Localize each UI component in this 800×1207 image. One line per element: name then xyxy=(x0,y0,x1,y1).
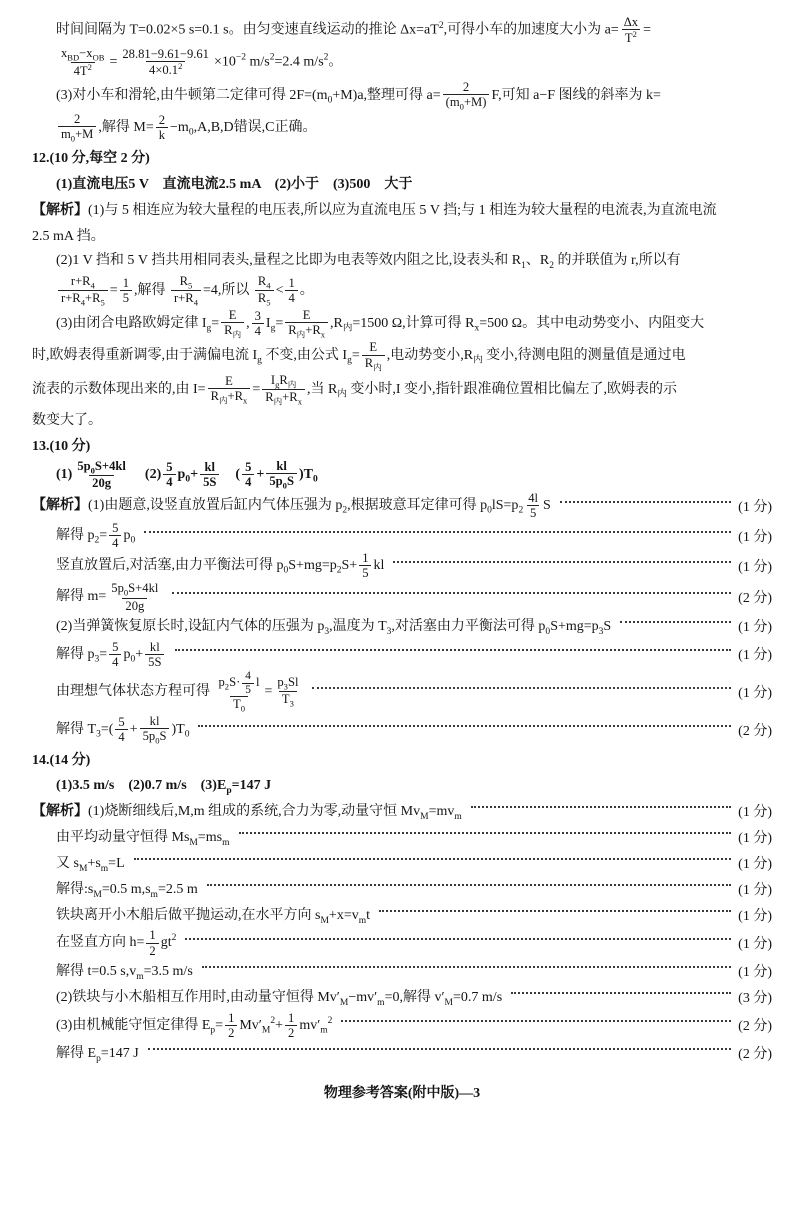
page-footer xyxy=(32,1082,772,1110)
dot-leader xyxy=(620,621,731,623)
line-text: 解得 $p_2=$ $\frac{5}{4}$ $p_0$ xyxy=(56,521,136,551)
fraction-numerator: $R_4$ xyxy=(257,274,271,291)
line-text: 流表的示数体现出来的,由 I= $\frac{E}{R_内+R_x}$ = $\frac{I_gR_内}{R_内+R_x}$ ,当 $R_内$ 变小时,I 变小,指针跟准确位置相比偏左了,欧姆表的示 xyxy=(32,372,677,407)
fraction xyxy=(274,675,301,708)
fraction-numerator: 28.81−9.61−9.61 xyxy=(122,47,209,62)
fraction-denominator: $r+R_4+R_5$ xyxy=(58,290,108,307)
line-text: 13.(10 分) xyxy=(32,439,91,455)
line-text: 又 $s_M+s_m=L$ xyxy=(56,855,125,874)
doc-line xyxy=(32,433,772,458)
line-text: 由理想气体状态方程可得 $p_2S\cdot$ $\frac{4}{5}$ l $T_0$ = $\frac{p_3Sl}{T_3}$ xyxy=(56,670,303,713)
fraction-numerator: 2 xyxy=(74,111,81,126)
dot-leader xyxy=(148,1048,732,1050)
doc-line xyxy=(32,850,772,875)
fraction-numerator: 5 xyxy=(245,459,252,474)
doc-line xyxy=(32,144,772,169)
fraction-denominator: $R_内+R_x$ xyxy=(262,389,305,406)
line-text: 由平均动量守恒得 $Ms_M=ms_m$ xyxy=(56,829,230,848)
fraction-denominator: 4 xyxy=(163,474,175,489)
score-label: (1 分) xyxy=(738,804,772,820)
fraction-numerator: 1 xyxy=(149,928,156,943)
fraction-denominator: 4 xyxy=(242,474,254,489)
line-text: $\frac{2}{m_0+M}$ ,解得 M= $\frac{2}{k}$ $-m_0,A,B,D$错误,C正确。 xyxy=(56,112,317,143)
line-text: 解得 t=0.5 $s,v_m=3.5$ m/s xyxy=(56,964,193,982)
fraction-numerator: E xyxy=(228,308,237,323)
score-label: (1 分) xyxy=(738,937,772,953)
doc-line xyxy=(32,274,772,307)
fraction-numerator: 5 xyxy=(166,459,173,474)
fraction xyxy=(285,1011,297,1040)
dot-leader xyxy=(312,687,731,689)
line-text: 【解析】(1)由题意,设竖直放置后缸内气体压强为 $p_2$,根据玻意耳定律可得 $p_0lS=p_2$ $\frac{4l}{5}$ S xyxy=(32,490,551,520)
fraction-denominator: $4\times 0.1^2$ xyxy=(146,61,185,77)
doc-line xyxy=(32,985,772,1010)
fraction-denominator: 5 xyxy=(527,505,539,520)
score-label: (3 分) xyxy=(738,991,772,1007)
fraction-numerator: $x_{BD}-x_{OB}$ xyxy=(61,46,105,63)
fraction-denominator: $R_内$ xyxy=(221,322,244,339)
fraction xyxy=(255,274,274,307)
score-label: (2 分) xyxy=(738,1047,772,1063)
dot-leader xyxy=(144,531,731,533)
dot-leader xyxy=(198,725,731,727)
fraction xyxy=(225,1011,237,1040)
fraction-denominator: 2 xyxy=(146,943,158,958)
dot-leader xyxy=(379,910,731,912)
doc-line xyxy=(32,551,772,580)
fraction xyxy=(145,640,164,669)
fraction-denominator: 4 xyxy=(109,654,121,669)
fraction xyxy=(120,276,132,305)
doc-line xyxy=(32,714,772,745)
fraction-denominator: $T_3$ xyxy=(279,691,297,708)
line-text: (2)铁块与小木船相互作用时,由动量守恒得 $Mv'_M-mv'_m=0$,解得 $v'_M=0.7$ m/s xyxy=(56,990,503,1008)
fraction-numerator: kl xyxy=(149,639,160,654)
fraction xyxy=(359,551,371,580)
fraction-numerator: E xyxy=(225,373,233,388)
line-text: 时,欧姆表得重新调零,由于满偏电流 $I_g$ 不变,由公式 $I_g=$ $\frac{E}{R_内}$ ,电动势变小$,R_内$ 变小,待测电阻的测量值是通过电 xyxy=(32,340,686,373)
line-text: 解得 $p_3=$ $\frac{5}{4}$ $p_0+$ $\frac{kl}{5S}$ xyxy=(56,640,166,669)
page-footer-text: 物理参考答案(附中版)—3 xyxy=(323,1085,481,1101)
doc-line xyxy=(32,340,772,371)
line-text: $\frac{x_{BD}-x_{OB}}{4T^2}$ = $\frac{28.81-9.61-9.61}{4\times 0.1^2}$ $\times 10^{-2}$ $m/s^2=2.4$ $m/s^2$。 xyxy=(56,46,342,78)
fraction xyxy=(108,581,161,612)
fraction-denominator: $5p_0S$ xyxy=(140,728,170,745)
score-label: (2 分) xyxy=(738,1019,772,1035)
fraction-numerator: $p_2S\cdot$ $\frac{4}{5}$ l xyxy=(218,669,260,696)
fraction xyxy=(285,276,297,305)
line-text: 解得 m= $\frac{5p_0S+4kl}{20g}$ xyxy=(56,581,163,612)
doc-lines xyxy=(32,15,772,1066)
fraction-denominator: 4 xyxy=(252,323,264,338)
fraction xyxy=(525,491,541,520)
line-text: (2)1 V 挡和 5 V 挡共用相同表头,量程之比即为电表等效内阻之比,设表头和 $R_1$、$R_2$ 的并联值为 r,所以有 xyxy=(56,253,681,272)
doc-line xyxy=(32,614,772,639)
dot-leader xyxy=(202,966,731,968)
fraction-numerator: E xyxy=(369,340,378,355)
doc-line xyxy=(32,772,772,797)
line-text: 14.(14 分) xyxy=(32,752,91,768)
line-text: 铁块离开小木船后做平抛运动,在水平方向 $s_M+x=v_mt$ xyxy=(56,907,371,926)
score-label: (1 分) xyxy=(738,499,772,515)
doc-line xyxy=(32,46,772,78)
line-text: 【解析】(1)与 5 相连应为较大量程的电压表,所以应为直流电压 5 V 挡;与 1 相连为较大量程的电流表,为直流电流 xyxy=(32,202,717,218)
line-text: 时间间隔为 T=0.02×5 s=0.1 s。由匀变速直线运动的推论 $\Delta x=aT^2$,可得小车的加速度大小为 a= $\frac{\Delta x}{T^2}$ = xyxy=(56,15,651,46)
dot-leader xyxy=(207,884,731,886)
fraction-numerator: Δx xyxy=(623,15,639,29)
fraction-denominator: $R_内$ xyxy=(362,355,385,372)
score-label: (2 分) xyxy=(738,723,772,739)
score-label: (2 分) xyxy=(738,591,772,607)
doc-line xyxy=(32,15,772,45)
score-label: (1 分) xyxy=(738,830,772,846)
fraction-numerator: $r+R_4$ xyxy=(70,274,95,291)
dot-leader xyxy=(175,649,731,651)
fraction-denominator: 2 xyxy=(225,1025,237,1040)
dot-leader xyxy=(185,938,731,940)
fraction xyxy=(242,460,254,489)
fraction-numerator: $I_gR_内$ xyxy=(270,372,297,390)
line-text: (2)当弹簧恢复原长时,设缸内气体的压强为 $p_3$,温度为 $T_3$,对活塞由力平衡法可得 $p_0S+mg=p_3S$ xyxy=(56,618,612,637)
line-text: $\frac{r+R_4}{r+R_4+R_5}$ = $\frac{1}{5}$ ,解得 $\frac{R_5}{r+R_4}$ =4,所以 $\frac{R_4}{R_5}$ < $\frac{1}{4}$ 。 xyxy=(56,274,314,307)
fraction xyxy=(115,715,127,744)
line-text: 解得 $E_p=147$ J xyxy=(56,1046,139,1064)
fraction xyxy=(216,670,263,713)
fraction-denominator: $R_内+R_x$ xyxy=(285,322,328,339)
fraction-numerator: 2 xyxy=(158,112,166,127)
fraction-numerator: 5 xyxy=(112,521,119,536)
dot-leader xyxy=(471,806,731,808)
fraction-numerator: 5 xyxy=(112,639,119,654)
fraction-denominator: $m_0+M$ xyxy=(58,126,96,143)
score-label: (1 分) xyxy=(738,908,772,924)
line-text: 2.5 mA 挡。 xyxy=(32,228,105,244)
score-label: (1 分) xyxy=(738,648,772,664)
score-label: (1 分) xyxy=(738,559,772,575)
fraction xyxy=(119,47,212,77)
fraction xyxy=(621,15,641,45)
score-label: (1 分) xyxy=(738,882,772,898)
score-label: (1 分) xyxy=(738,620,772,636)
doc-line xyxy=(32,798,772,823)
fraction xyxy=(74,459,129,490)
fraction xyxy=(262,373,305,406)
fraction-denominator: 5S xyxy=(145,654,164,669)
fraction-denominator: $R_内+R_x$ xyxy=(208,388,251,405)
dot-leader xyxy=(560,501,731,503)
fraction-numerator: kl xyxy=(276,458,287,473)
fraction-numerator: 1 xyxy=(362,551,369,566)
fraction-numerator: 1 xyxy=(122,276,129,291)
doc-line xyxy=(32,491,772,520)
fraction-numerator: 5 xyxy=(118,715,125,730)
fraction-numerator: 1 xyxy=(288,1010,295,1025)
line-text: (1)3.5 m/s (2)0.7 m/s $(3)E_p=147$ J xyxy=(56,777,272,796)
fraction xyxy=(109,521,121,550)
doc-line xyxy=(32,959,772,984)
fraction-denominator: $4T^2$ xyxy=(71,62,95,78)
doc-line xyxy=(32,521,772,550)
fraction-denominator: 5 xyxy=(359,565,371,580)
fraction-denominator: 20g xyxy=(89,475,114,490)
fraction-denominator: 5 xyxy=(242,683,254,697)
fraction xyxy=(163,460,175,489)
doc-line xyxy=(32,196,772,221)
line-text: 解得 $T_3=$( $\frac{5}{4}$ + $\frac{kl}{5p_0S}$ )$T_0$ xyxy=(56,714,190,746)
fraction-denominator: k xyxy=(156,127,168,142)
fraction xyxy=(156,113,168,142)
dot-leader xyxy=(239,832,732,834)
fraction xyxy=(362,340,385,371)
line-text: (3)由闭合电路欧姆定律 $I_g=$ $\frac{E}{R_内}$ , $\frac{3}{4}$ $I_g=$ $\frac{E}{R_内+R_x}$ $,R_内=1500$ Ω,计算可得 $R_x=500$ Ω。其中电动势变小、内阻变大 xyxy=(56,308,705,340)
line-text: 【解析】(1)烧断细线后,M,m 组成的系统,合力为零,动量守恒 $Mv_M=mv_m$ xyxy=(32,803,462,822)
doc-line xyxy=(32,1041,772,1066)
doc-line xyxy=(32,581,772,612)
fraction-numerator: $R_5$ xyxy=(179,274,193,291)
score-label: (1 分) xyxy=(738,856,772,872)
doc-line xyxy=(32,928,772,957)
fraction xyxy=(443,80,490,111)
doc-line xyxy=(32,222,772,247)
fraction-numerator: 2 xyxy=(462,79,470,94)
line-text: 数变大了。 xyxy=(32,413,102,429)
fraction-denominator: $r+R_4$ xyxy=(171,290,201,307)
fraction-denominator: 2 xyxy=(285,1025,297,1040)
line-text: (1)直流电压5 V 直流电流2.5 mA (2)小于 (3)500 大于 xyxy=(56,176,413,192)
fraction-denominator: 4 xyxy=(109,535,121,550)
fraction-denominator: $(m_0+M)$ xyxy=(443,94,490,111)
fraction-numerator: 4l xyxy=(528,490,538,505)
fraction-numerator: $5p_0S+4kl$ xyxy=(111,581,159,598)
doc-line xyxy=(32,308,772,339)
fraction xyxy=(266,459,297,490)
doc-line xyxy=(32,902,772,927)
fraction-numerator: kl xyxy=(204,459,215,474)
fraction-denominator: 5S xyxy=(200,474,219,489)
dot-leader xyxy=(134,858,732,860)
doc-line xyxy=(32,824,772,849)
fraction-numerator: $5p_0S+4kl$ xyxy=(77,458,126,476)
doc-line xyxy=(32,407,772,432)
fraction-denominator: 5 xyxy=(120,290,132,305)
fraction xyxy=(58,46,107,78)
doc-line xyxy=(32,876,772,901)
fraction-numerator: E xyxy=(302,308,311,323)
dot-leader xyxy=(393,561,731,563)
line-text: 12.(10 分,每空 2 分) xyxy=(32,150,150,166)
fraction-numerator: $p_3Sl$ xyxy=(277,674,299,692)
fraction-numerator: 3 xyxy=(254,309,261,324)
fraction-denominator: $T_0$ xyxy=(230,696,248,713)
fraction xyxy=(200,460,219,489)
dot-leader xyxy=(341,1020,731,1022)
fraction-numerator: 4 xyxy=(245,669,251,682)
fraction xyxy=(109,640,121,669)
dot-leader xyxy=(172,592,731,594)
fraction-numerator: kl xyxy=(149,714,160,729)
fraction-numerator: 1 xyxy=(288,276,295,291)
fraction xyxy=(208,374,251,405)
fraction-denominator: 20g xyxy=(122,598,147,613)
line-text: 在竖直方向 h= $\frac{1}{2}$ $gt^2$ xyxy=(56,928,177,958)
fraction-numerator: 1 xyxy=(228,1010,235,1025)
doc-line xyxy=(32,373,772,406)
fraction xyxy=(146,928,158,957)
line-text: (3)由机械能守恒定律得 $E_p=$ $\frac{1}{2}$ $Mv'_M^2+$ $\frac{1}{2}$ $mv'_m^2$ xyxy=(56,1010,333,1040)
doc-line xyxy=(32,670,772,713)
fraction-denominator: $T^2$ xyxy=(622,29,640,45)
fraction-denominator: 4 xyxy=(115,729,127,744)
score-label: (1 分) xyxy=(738,529,772,545)
fraction xyxy=(58,274,108,307)
fraction xyxy=(252,309,264,338)
score-label: (1 分) xyxy=(738,965,772,981)
doc-line xyxy=(32,640,772,669)
dot-leader xyxy=(511,992,731,994)
fraction xyxy=(171,274,201,307)
line-text: 竖直放置后,对活塞,由力平衡法可得 $p_0S+mg=p_2S+$ $\frac{1}{5}$ kl xyxy=(56,551,385,581)
fraction xyxy=(58,112,96,143)
score-label: (1 分) xyxy=(738,685,772,701)
doc-line xyxy=(32,80,772,111)
doc-line xyxy=(32,746,772,771)
fraction xyxy=(285,308,328,339)
line-text: (3)对小车和滑轮,由牛顿第二定律可得 $2F=(m_0+M)a$,整理可得 a= $\frac{2}{(m_0+M)}$ F,可知 a−F 图线的斜率为 k= xyxy=(56,79,661,112)
line-text: (1) $\frac{5p_0S+4kl}{20g}$ (2) $\frac{5}{4}$ $p_0+$ $\frac{kl}{5S}$ ( $\frac{5}{4}$ + $\frac{kl}{5p_0S}$ )$T_0$ xyxy=(56,458,318,491)
line-text: 解得$:s_M=0.5$ $m,s_m=2.5$ m xyxy=(56,881,198,900)
doc-line xyxy=(32,112,772,143)
fraction-denominator: $R_5$ xyxy=(255,290,274,307)
fraction-denominator: $5p_0S$ xyxy=(266,473,297,490)
doc-line xyxy=(32,248,772,273)
doc-line xyxy=(32,1011,772,1040)
fraction xyxy=(140,714,170,745)
fraction xyxy=(242,670,254,696)
doc-line xyxy=(32,170,772,195)
fraction xyxy=(221,308,244,339)
fraction-denominator: 4 xyxy=(285,290,297,305)
doc-line xyxy=(32,459,772,490)
